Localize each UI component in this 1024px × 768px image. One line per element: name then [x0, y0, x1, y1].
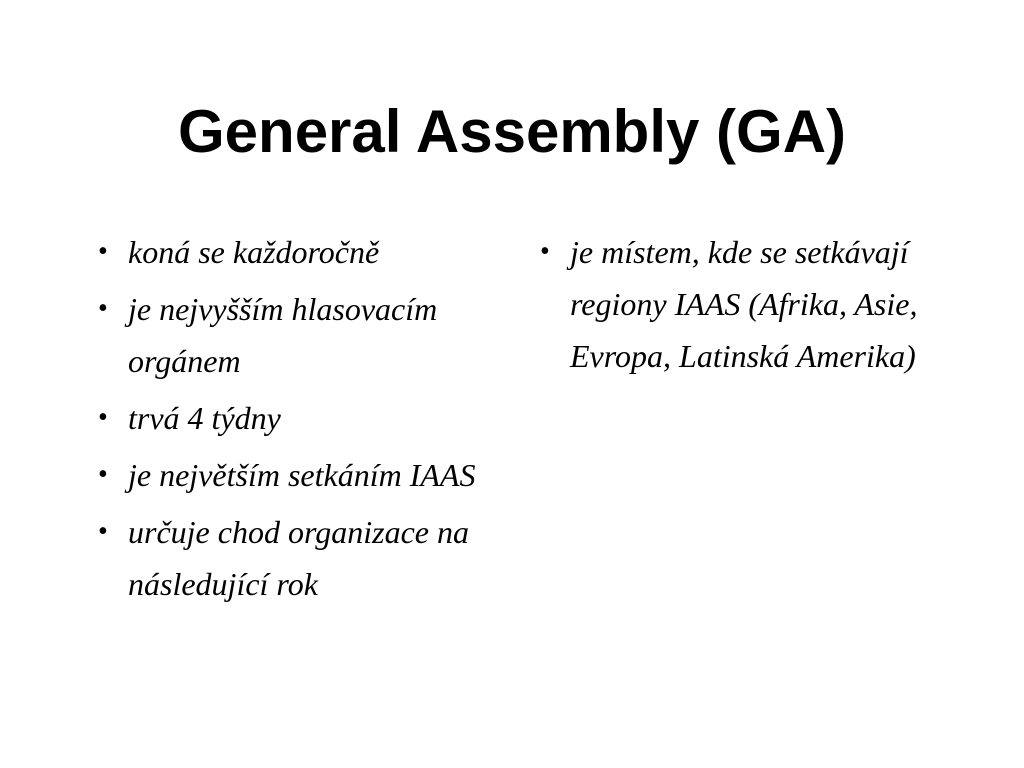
list-item — [96, 392, 506, 444]
list-item — [538, 226, 958, 382]
list-item — [96, 283, 506, 387]
bullet-icon: • — [540, 236, 550, 267]
bullet-icon: • — [98, 516, 108, 547]
list-item — [96, 449, 506, 501]
bullet-text: určuje chod organizace na následující rok — [128, 514, 469, 602]
list-item — [96, 506, 506, 610]
bullet-text: je místem, kde se setkávají regiony IAAS (Afrika, Asie, Evropa, Latinská Amerika) — [570, 234, 918, 374]
bullet-icon: • — [98, 236, 108, 267]
list-item — [96, 226, 506, 278]
bullet-text: trvá 4 týdny — [128, 400, 281, 436]
slide-title: General Assembly (GA) — [178, 98, 846, 165]
bullet-text: koná se každoročně — [128, 234, 380, 270]
left-bullet-list — [96, 226, 506, 615]
bullet-icon: • — [98, 459, 108, 490]
bullet-icon: • — [98, 402, 108, 433]
right-bullet-list — [538, 226, 958, 387]
bullet-text: je nejvyšším hlasovacím orgánem — [128, 291, 438, 379]
bullet-icon: • — [98, 293, 108, 324]
bullet-text: je největším setkáním IAAS — [128, 457, 476, 493]
